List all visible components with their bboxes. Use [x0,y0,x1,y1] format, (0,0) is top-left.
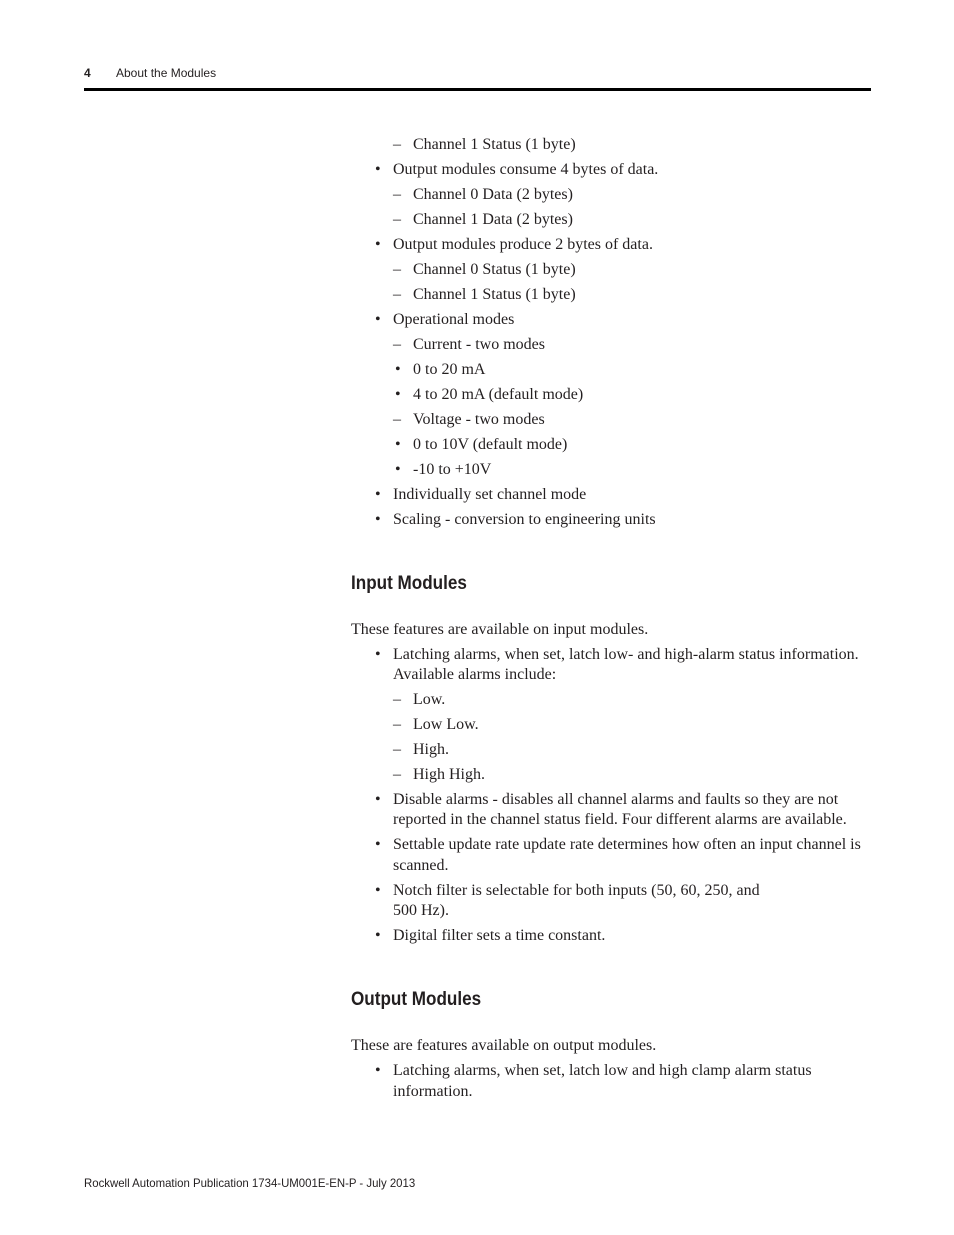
list-item: – Current - two modes [413,335,545,355]
header-rule [84,88,871,91]
list-item: – Channel 1 Status (1 byte) [413,135,576,155]
list-item: • Disable alarms - disables all channel alarms and faults so they are not [393,790,838,810]
input-modules-heading: Input Modules [351,573,467,594]
list-item-continuation: information. [393,1083,473,1100]
list-item: • Latching alarms, when set, latch low and high clamp alarm status [393,1061,812,1081]
section-title: About the Modules [116,66,217,80]
list-item: • Output modules produce 2 bytes of data. [393,235,653,255]
list-item: • Output modules consume 4 bytes of data. [393,160,658,180]
list-item: – Low Low. [413,715,479,735]
footer: Rockwell Automation Publication 1734-UM001E-EN-P - July 2013 [84,1176,416,1190]
list-item: • Settable update rate update rate determines how often an input channel is [393,835,861,855]
list-item: • Digital filter sets a time constant. [393,926,605,946]
list-item: • -10 to +10V [413,460,491,480]
input-modules-intro: These features are available on input modules. [351,621,649,638]
list-item: • Notch filter is selectable for both inputs (50, 60, 250, and [393,881,760,901]
list-item: – Low. [413,690,445,710]
list-item: • Individually set channel mode [393,485,586,505]
list-item: – High High. [413,765,485,785]
list-item-continuation: 500 Hz). [393,902,449,919]
list-item-continuation: scanned. [393,857,449,874]
page-number: 4 [84,66,91,80]
list-item: • Scaling - conversion to engineering units [393,510,656,530]
list-item: • 0 to 10V (default mode) [413,435,567,455]
list-item: – Channel 0 Data (2 bytes) [413,185,573,205]
output-modules-intro: These are features available on output modules. [351,1037,657,1054]
running-header [84,66,871,88]
list-item: • 4 to 20 mA (default mode) [413,385,583,405]
list-item: – Voltage - two modes [413,410,545,430]
list-item-continuation: Available alarms include: [393,666,557,683]
list-item: – Channel 1 Status (1 byte) [413,285,576,305]
list-item: – Channel 1 Data (2 bytes) [413,210,573,230]
output-modules-heading: Output Modules [351,989,482,1010]
list-item-continuation: reported in the channel status field. Four different alarms are available. [393,811,847,828]
list-item: • Operational modes [393,310,514,330]
list-item: – High. [413,740,449,760]
list-item: • 0 to 20 mA [413,360,485,380]
list-item: – Channel 0 Status (1 byte) [413,260,576,280]
list-item: • Latching alarms, when set, latch low- and high-alarm status information. [393,645,859,665]
